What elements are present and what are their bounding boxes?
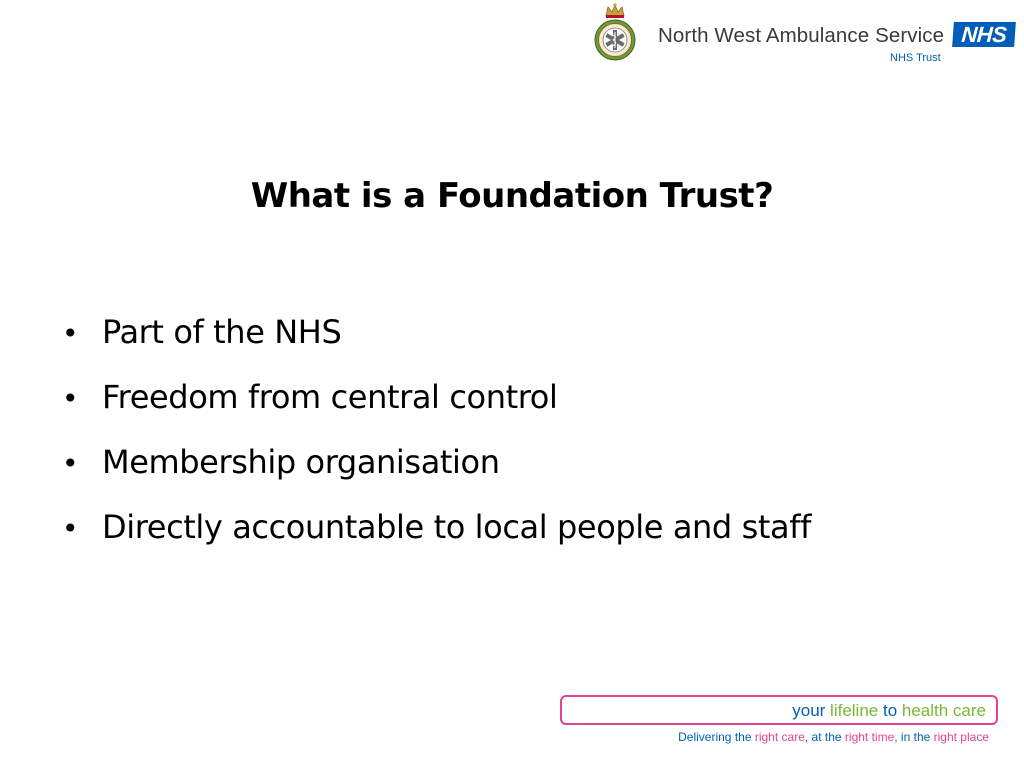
strapline [678, 730, 989, 744]
bullet-list [62, 313, 811, 573]
bullet-marker: • [62, 317, 79, 350]
nhs-badge: NHS [952, 22, 1016, 47]
bullet-marker: • [62, 512, 79, 545]
tagline-word: lifeline [830, 701, 879, 720]
bullet-text: Part of the NHS [102, 313, 342, 351]
bullet-marker: • [62, 382, 79, 415]
bullet-text: Membership organisation [102, 443, 500, 481]
bullet-marker: • [62, 447, 79, 480]
tagline-word: your [792, 701, 831, 720]
nwas-logo [590, 2, 1020, 68]
slide-title: What is a Foundation Trust? [250, 176, 774, 216]
strap-part: right care [754, 730, 805, 744]
strap-part: , at the [804, 730, 845, 744]
strap-part: Delivering the [678, 730, 755, 744]
strap-part: , in the [894, 730, 934, 744]
strap-part: right time [844, 730, 895, 744]
bullet-item [62, 443, 811, 508]
ambulance-crest-icon [592, 2, 638, 64]
bullet-item [62, 378, 811, 443]
tagline-word: health care [901, 701, 986, 720]
tagline-word: to [878, 701, 902, 720]
bullet-item [62, 313, 811, 378]
tagline-box [560, 695, 998, 725]
org-subtitle: NHS Trust [890, 52, 941, 64]
bullet-text: Freedom from central control [102, 378, 558, 416]
bullet-item [62, 508, 811, 573]
org-name: North West Ambulance Service [658, 24, 945, 47]
strap-part: right place [933, 730, 989, 744]
bullet-text: Directly accountable to local people and staff [102, 508, 811, 546]
